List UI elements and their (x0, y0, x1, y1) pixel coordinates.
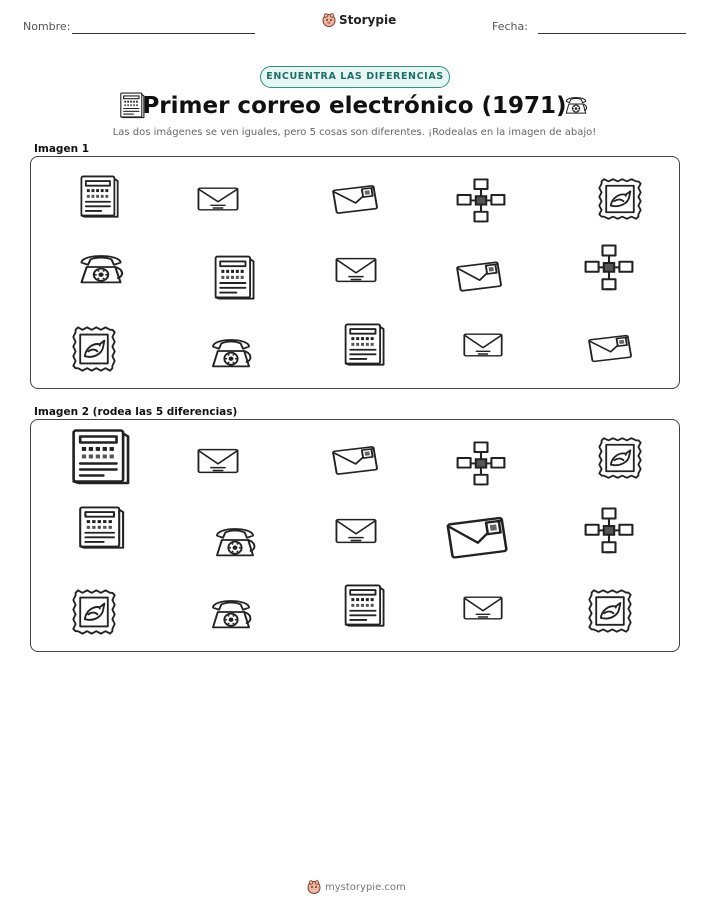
instructions: Las dos imágenes se ven iguales, pero 5 cosas son diferentes. ¡Rodealas en la imagen de abajo! (112, 127, 597, 138)
envelope-icon (333, 251, 379, 289)
stamp-icon[interactable] (71, 588, 117, 636)
network-icon (583, 243, 635, 293)
stamp-icon[interactable] (587, 588, 633, 634)
name-label: Nombre: (23, 20, 71, 33)
brand-logo (322, 13, 396, 27)
computer-icon (211, 253, 257, 301)
footer-url: mystorypie.com (325, 881, 406, 893)
date-field[interactable] (538, 33, 686, 34)
envelope-icon[interactable] (333, 512, 379, 550)
storypie-logo-icon (307, 880, 321, 894)
image2-label: Imagen 2 (rodea las 5 diferencias) (34, 406, 238, 418)
image1-panel (30, 156, 680, 389)
network-icon (455, 177, 507, 225)
image2-panel[interactable] (30, 419, 680, 652)
telephone-icon[interactable] (207, 590, 255, 634)
envelope-stamp-icon[interactable] (331, 440, 379, 480)
computer-icon[interactable] (341, 582, 387, 628)
storypie-logo-icon (322, 13, 336, 27)
envelope-stamp-icon (455, 255, 503, 297)
envelope-stamp-icon[interactable] (445, 508, 509, 566)
computer-icon[interactable] (75, 504, 127, 550)
envelope-icon[interactable] (461, 590, 505, 626)
image1-label: Imagen 1 (34, 143, 90, 155)
activity-badge: ENCUENTRA LAS DIFERENCIAS (260, 66, 450, 88)
date-label: Fecha: (492, 20, 528, 33)
footer (307, 880, 406, 894)
name-field[interactable] (72, 33, 255, 34)
telephone-icon (75, 245, 127, 289)
network-icon[interactable] (583, 506, 635, 556)
envelope-icon (195, 181, 241, 217)
brand-name: Storypie (339, 13, 397, 27)
telephone-icon (207, 329, 255, 373)
network-icon[interactable] (455, 440, 507, 488)
stamp-icon (71, 325, 117, 373)
telephone-icon[interactable] (211, 518, 259, 562)
page-title: Primer correo electrónico (1971) (142, 93, 567, 119)
computer-icon[interactable] (67, 426, 133, 486)
envelope-icon[interactable] (195, 442, 241, 480)
computer-icon (341, 321, 387, 367)
stamp-icon (597, 177, 643, 221)
computer-icon (77, 173, 121, 219)
envelope-stamp-icon (587, 329, 633, 367)
stamp-icon[interactable] (597, 436, 643, 480)
telephone-icon (562, 91, 590, 117)
envelope-stamp-icon (331, 179, 379, 219)
envelope-icon (461, 327, 505, 363)
